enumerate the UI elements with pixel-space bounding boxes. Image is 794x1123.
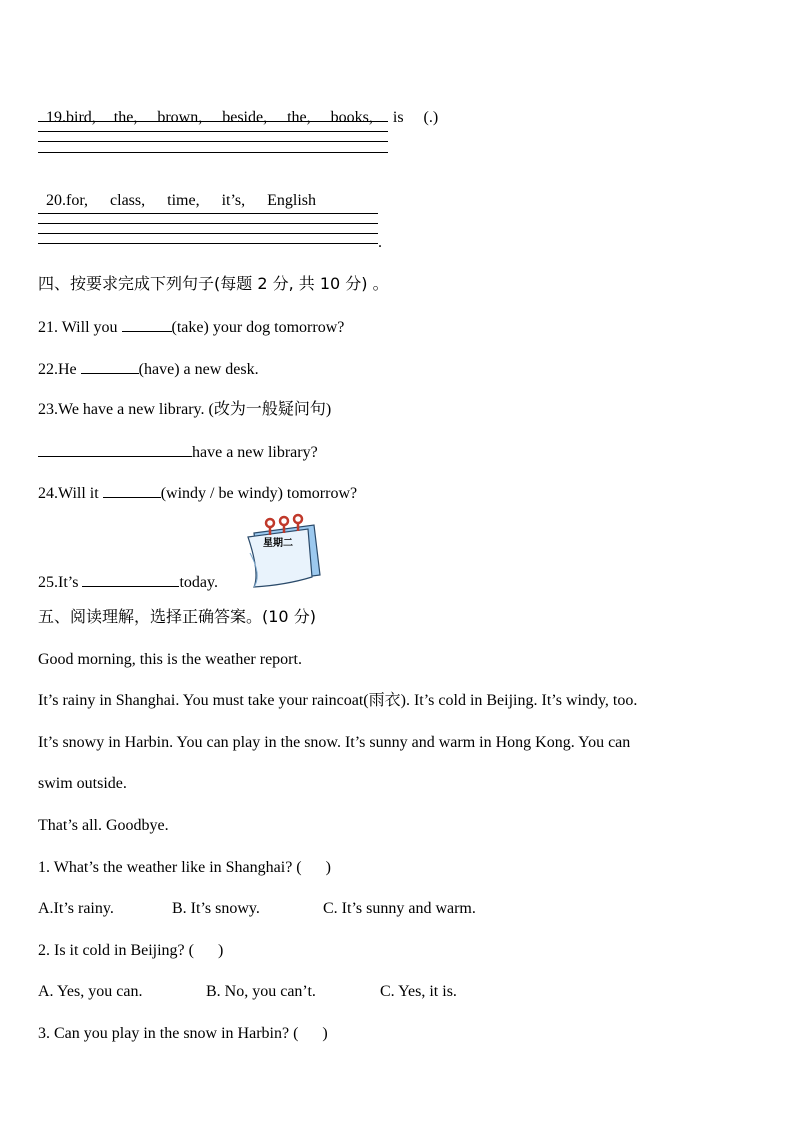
q23-text-after: have a new library? [192, 444, 318, 461]
q21-text-after: (take) your dog tomorrow? [171, 319, 345, 336]
q19-word: brown, [157, 109, 203, 126]
q24-answer-blank[interactable] [103, 483, 161, 498]
question-stem: 3. Can you play in the snow in Harbin? ( ) [38, 1025, 328, 1042]
answer-line[interactable] [38, 213, 378, 214]
passage-line: swim outside. [38, 775, 127, 792]
q22-text-after: (have) a new desk. [138, 361, 259, 378]
section4-heading: 四、按要求完成下列句子(每题 2 分, 共 10 分) 。 [38, 274, 389, 293]
q19-word: the, [113, 109, 138, 126]
q21 [38, 317, 344, 338]
passage-line: It’s rainy in Shanghai. You must take your raincoat(雨衣). It’s cold in Beijing. It’s windy, too. [38, 692, 638, 709]
q21-text-before: 21. Will you [38, 319, 122, 336]
question-stem: 1. What’s the weather like in Shanghai? ( ) [38, 859, 331, 876]
q25-text-after: today. [179, 574, 218, 591]
q19-word: is [392, 109, 404, 126]
passage-line: It’s snowy in Harbin. You can play in the snow. It’s sunny and warm in Hong Kong. You can [38, 734, 631, 751]
q19-word: beside, [222, 109, 268, 126]
q20-word: class, [110, 192, 146, 209]
q20-number: 20. [46, 192, 66, 209]
calendar-icon [240, 513, 326, 589]
option-a[interactable]: A. Yes, you can. [38, 983, 143, 1000]
q22 [38, 359, 259, 380]
answer-line[interactable] [38, 141, 388, 142]
q20-word: it’s, [221, 192, 246, 209]
q24-text-after: (windy / be windy) tomorrow? [160, 485, 358, 502]
q19-word: (.) [423, 109, 439, 126]
q20-word: time, [167, 192, 200, 209]
q20-end-mark: . [378, 234, 382, 251]
q22-text-before: 22.He [38, 361, 81, 378]
option-b[interactable]: B. No, you can’t. [206, 983, 316, 1000]
answer-line[interactable] [38, 243, 378, 244]
option-c[interactable]: C. Yes, it is. [380, 983, 457, 1000]
q19-number: 19. [46, 109, 66, 126]
option-c[interactable]: C. It’s sunny and warm. [323, 900, 476, 917]
q25 [38, 572, 218, 593]
q20-word: English [267, 192, 317, 209]
calendar-weekday-label: 星期二 [263, 538, 293, 549]
answer-line[interactable] [38, 131, 388, 132]
passage-line: Good morning, this is the weather report. [38, 651, 302, 668]
passage-line: That’s all. Goodbye. [38, 817, 169, 834]
q20-word: for, [66, 192, 89, 209]
q25-text-before: 25.It’s [38, 574, 83, 591]
answer-line[interactable] [38, 233, 378, 234]
q23-answer-blank[interactable] [38, 442, 192, 457]
answer-line[interactable] [38, 152, 388, 153]
q24 [38, 483, 357, 504]
q19-word: bird, [66, 109, 96, 126]
q24-text-before: 24.Will it [38, 485, 103, 502]
answer-line[interactable] [38, 121, 388, 122]
question-stem: 2. Is it cold in Beijing? ( ) [38, 942, 224, 959]
q23-prompt: 23.We have a new library. (改为一般疑问句) [38, 401, 332, 418]
section5-heading: 五、阅读理解，选择正确答案。(10 分) [38, 607, 316, 626]
q19-words [38, 88, 438, 128]
q19-word: books, [330, 109, 373, 126]
q20-words [38, 171, 316, 211]
q25-answer-blank[interactable] [82, 572, 179, 587]
q23-answer [38, 442, 318, 463]
answer-line[interactable] [38, 223, 378, 224]
option-a[interactable]: A.It’s rainy. [38, 900, 114, 917]
option-b[interactable]: B. It’s snowy. [172, 900, 260, 917]
q19-word: the, [287, 109, 311, 126]
q21-answer-blank[interactable] [122, 317, 172, 332]
q22-answer-blank[interactable] [81, 359, 139, 374]
